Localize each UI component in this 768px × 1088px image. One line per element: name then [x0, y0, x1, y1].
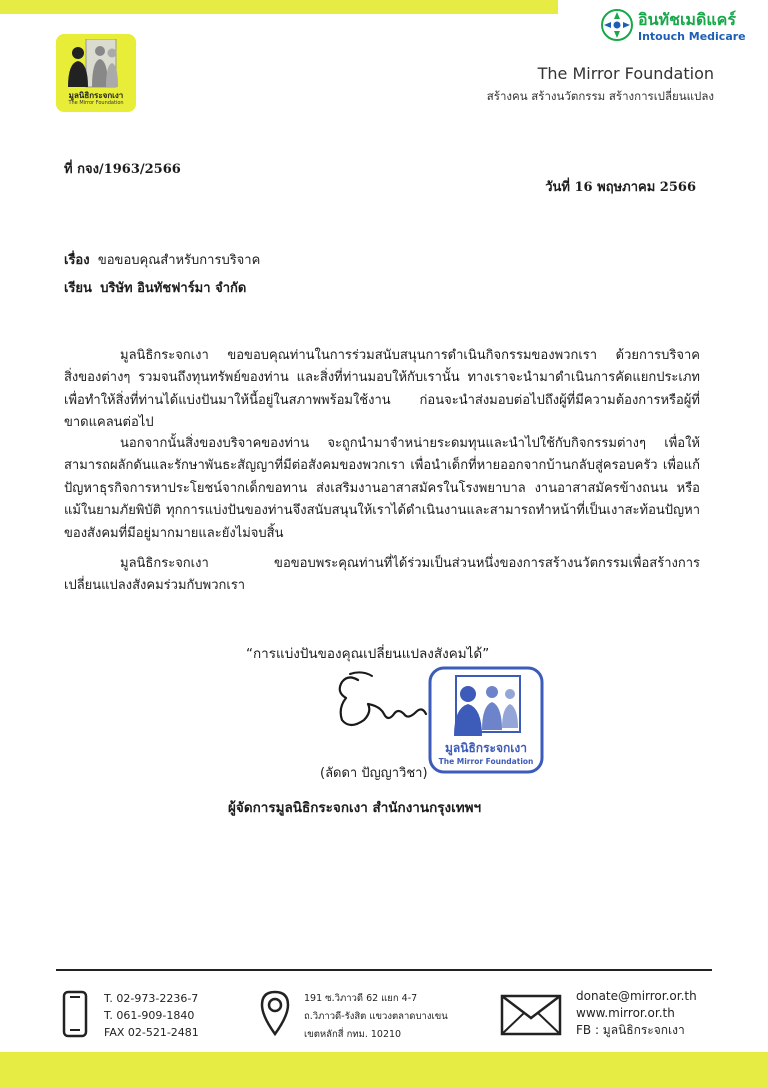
stamp-text-thai: มูลนิธิกระจกเงา: [445, 741, 527, 755]
footer-divider: [56, 969, 712, 971]
facebook-page: FB : มูลนิธิกระจกเงา: [576, 1023, 685, 1037]
stamp-text-english: The Mirror Foundation: [438, 757, 534, 766]
phone-2: T. 061-909-1840: [104, 1009, 195, 1022]
fax-number: FAX 02-521-2481: [104, 1026, 199, 1039]
foundation-stamp: [426, 664, 546, 776]
bottom-accent-band: [0, 1052, 768, 1088]
letter-date: วันที่ 16 พฤษภาคม 2566: [545, 180, 696, 195]
address-line-1: 191 ซ.วิภาวดี 62 แยก 4-7: [304, 993, 418, 1004]
mirror-foundation-logo: [56, 34, 136, 112]
envelope-icon: [500, 994, 562, 1036]
organization-tagline: สร้างคน สร้างนวัตกรรม สร้างการเปลี่ยนแปลง: [486, 89, 714, 103]
handwritten-signature: [328, 668, 438, 738]
recipient-line: [64, 277, 246, 298]
recipient-name: บริษัท อินทัชฟาร์มา จำกัด: [100, 281, 247, 296]
people-silhouette-icon: [64, 39, 128, 89]
website-url: www.mirror.or.th: [576, 1006, 675, 1020]
body-paragraph-3: มูลนิธิกระจกเงา ขอขอบพระคุณท่านที่ได้ร่วมเป็นส่วนหนึ่งของการสร้างนวัตกรรมเพื่อสร้างการเปลี่ยนแปลงสังคมร่วมกับพวกเรา: [64, 556, 700, 594]
phone-list: [104, 990, 199, 1041]
address-line-2: ถ.วิภาวดี-รังสิต แขวงตลาดบางเขน: [304, 1011, 448, 1022]
body-paragraph-2: นอกจากนั้นสิ่งของบริจาคของท่าน จะถูกนำมาจำหน่ายระดมทุนและนำไปใช้กับกิจกรรมต่างๆ เพื่อให้สามารถผลักดันและรักษาพันธะสัญญาที่มีต่อสังคมของพวกเรา เพื่อนำเด็กที่หายออกจากบ้านกลับสู่ครอบครัว เพื่อแก้ปัญหาธุรกิจการหาประโยชน์จากเด็กขอทาน ส่งเสริมงานอาสาสมัครในโรงพยาบาล งานอาสาสมัครข้างถนน หรือแม้ในยามภัยพิบัติ ทุกการแบ่งปันของท่านจึงสนับสนุนให้เราได้ดำเนินงานและสามารถทำหน้าที่เป็นเงาสะท้อนปัญหาของสังคมที่มีอยู่มากมายและยังไม่จบสิ้น: [64, 436, 700, 541]
medicare-symbol-icon: [600, 8, 634, 42]
reference-number: ที่ กจง/1963/2566: [64, 162, 181, 177]
subject-label: เรื่อง: [64, 253, 90, 268]
address-block: [304, 990, 448, 1044]
subject-line: [64, 249, 260, 270]
intouch-medicare-logo: [600, 6, 768, 50]
signer-name: (ลัดดา ปัญญาวิชา): [320, 766, 428, 781]
closing-quote: “การแบ่งปันของคุณเปลี่ยนแปลงสังคมได้”: [246, 646, 490, 662]
mobile-phone-icon: [62, 990, 88, 1038]
logo-text-thai: มูลนิธิกระจกเงา: [68, 91, 124, 100]
online-contacts: [576, 988, 697, 1039]
location-pin-icon: [258, 988, 292, 1036]
email-address: donate@mirror.or.th: [576, 989, 697, 1003]
subject-text: ขอขอบคุณสำหรับการบริจาค: [97, 253, 261, 268]
signer-title: ผู้จัดการมูลนิธิกระจกเงา สำนักงานกรุงเทพฯ: [228, 800, 482, 816]
partner-name-thai: อินทัชเมดิแคร์: [638, 10, 736, 29]
organization-name: The Mirror Foundation: [537, 64, 714, 83]
phone-1: T. 02-973-2236-7: [104, 992, 199, 1005]
recipient-label: เรียน: [64, 281, 92, 296]
logo-text-english: The Mirror Foundation: [68, 100, 124, 106]
partner-name-english: Intouch Medicare: [638, 30, 746, 43]
address-line-3: เขตหลักสี่ กทม. 10210: [304, 1029, 402, 1040]
body-paragraph-1: มูลนิธิกระจกเงา ขอขอบคุณท่านในการร่วมสนับสนุนการดำเนินกิจกรรมของพวกเรา ด้วยการบริจาคสิ่งของต่างๆ รวมจนถึงทุนทรัพย์ของท่าน และสิ่งที่ท่านมอบให้กับเรานั้น ทางเราจะนำมาดำเนินการคัดแยกประเภท เพื่อทำให้สิ่งที่ท่านได้แบ่งปันมาให้นี้อยู่ในสภาพพร้อมใช้งาน ก่อนจะนำส่งมอบต่อไปถึงผู้ที่มีความต้องการหรือผู้ที่ขาดแคลนต่อไป: [64, 348, 700, 431]
